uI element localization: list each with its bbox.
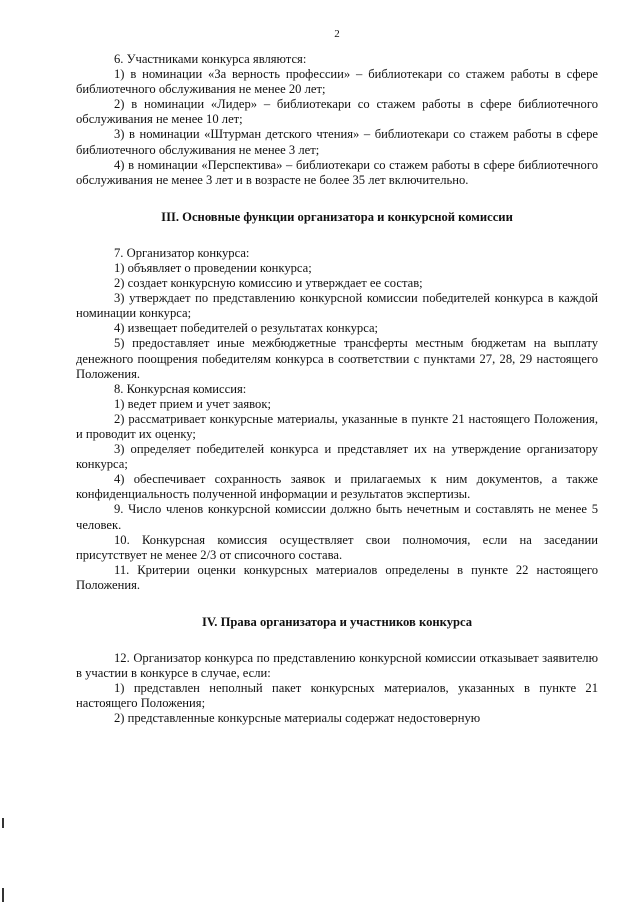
paragraph: 3) определяет победителей конкурса и представляет их на утверждение организатору конкурса; xyxy=(76,442,598,472)
section-heading: III. Основные функции организатора и конкурсной комиссии xyxy=(161,209,513,224)
paragraph: 2) представленные конкурсные материалы содержат недостоверную xyxy=(114,711,481,726)
paragraph: 11. Критерии оценки конкурсных материалов определены в пункте 22 настоящего Положения. xyxy=(76,562,598,592)
paragraph: 4) обеспечивает сохранность заявок и прилагаемых к ним документов, а также конфиденциальность полученной информации и результатов экспертизы. xyxy=(76,472,598,502)
scan-edge-mark xyxy=(2,888,4,902)
paragraph: 1) представлен неполный пакет конкурсных материалов, указанных в пункте 21 настоящего Положения; xyxy=(76,681,598,711)
paragraph: 6. Участниками конкурса являются: xyxy=(114,52,307,66)
paragraph: 4) в номинации «Перспектива» – библиотекари со стажем работы в сфере библиотечного обслуживания не менее 3 лет и в возрасте не более 35 лет включительно. xyxy=(76,157,598,187)
paragraph: 7. Организатор конкурса: xyxy=(114,245,250,260)
paragraph: 12. Организатор конкурса по представлению конкурсной комиссии отказывает заявителю в участии в конкурсе в случае, если: xyxy=(76,651,598,681)
section-heading: IV. Права организатора и участников конкурса xyxy=(201,615,473,629)
page-number: 2 xyxy=(334,28,340,40)
paragraph: 8. Конкурсная комиссия: xyxy=(114,381,247,396)
paragraph: 4) извещает победителей о результатах конкурса; xyxy=(114,321,379,336)
paragraph: 3) утверждает по представлению конкурсной комиссии победителей конкурса в каждой номинации конкурса; xyxy=(76,291,598,321)
paragraph: 9. Число членов конкурсной комиссии должно быть нечетным и составлять не менее 5 человек. xyxy=(76,502,598,532)
paragraph: 2) создает конкурсную комиссию и утверждает ее состав; xyxy=(114,276,423,291)
paragraph: 10. Конкурсная комиссия осуществляет свои полномочия, если на заседании присутствует не менее 2/3 от списочного состава. xyxy=(76,532,598,562)
paragraph: 1) объявляет о проведении конкурса; xyxy=(114,260,312,275)
scan-edge-mark xyxy=(2,818,4,828)
document-body xyxy=(76,52,598,726)
paragraph: 3) в номинации «Штурман детского чтения» – библиотекари со стажем работы в сфере библиотечного обслуживания не менее 3 лет; xyxy=(76,127,598,157)
paragraph: 1) ведет прием и учет заявок; xyxy=(114,396,271,411)
paragraph: 2) в номинации «Лидер» – библиотекари со стажем работы в сфере библиотечного обслуживания не менее 10 лет; xyxy=(76,97,598,127)
paragraph: 5) предоставляет иные межбюджетные трансферты местным бюджетам на выплату денежного поощрения победителям конкурса в соответствии с пунктами 27, 28, 29 настоящего Положения. xyxy=(76,336,598,381)
paragraph: 1) в номинации «За верность профессии» – библиотекари со стажем работы в сфере библиотечного обслуживания не менее 20 лет; xyxy=(76,67,598,97)
paragraph: 2) рассматривает конкурсные материалы, указанные в пункте 21 настоящего Положения, и проводит их оценку; xyxy=(76,411,598,441)
